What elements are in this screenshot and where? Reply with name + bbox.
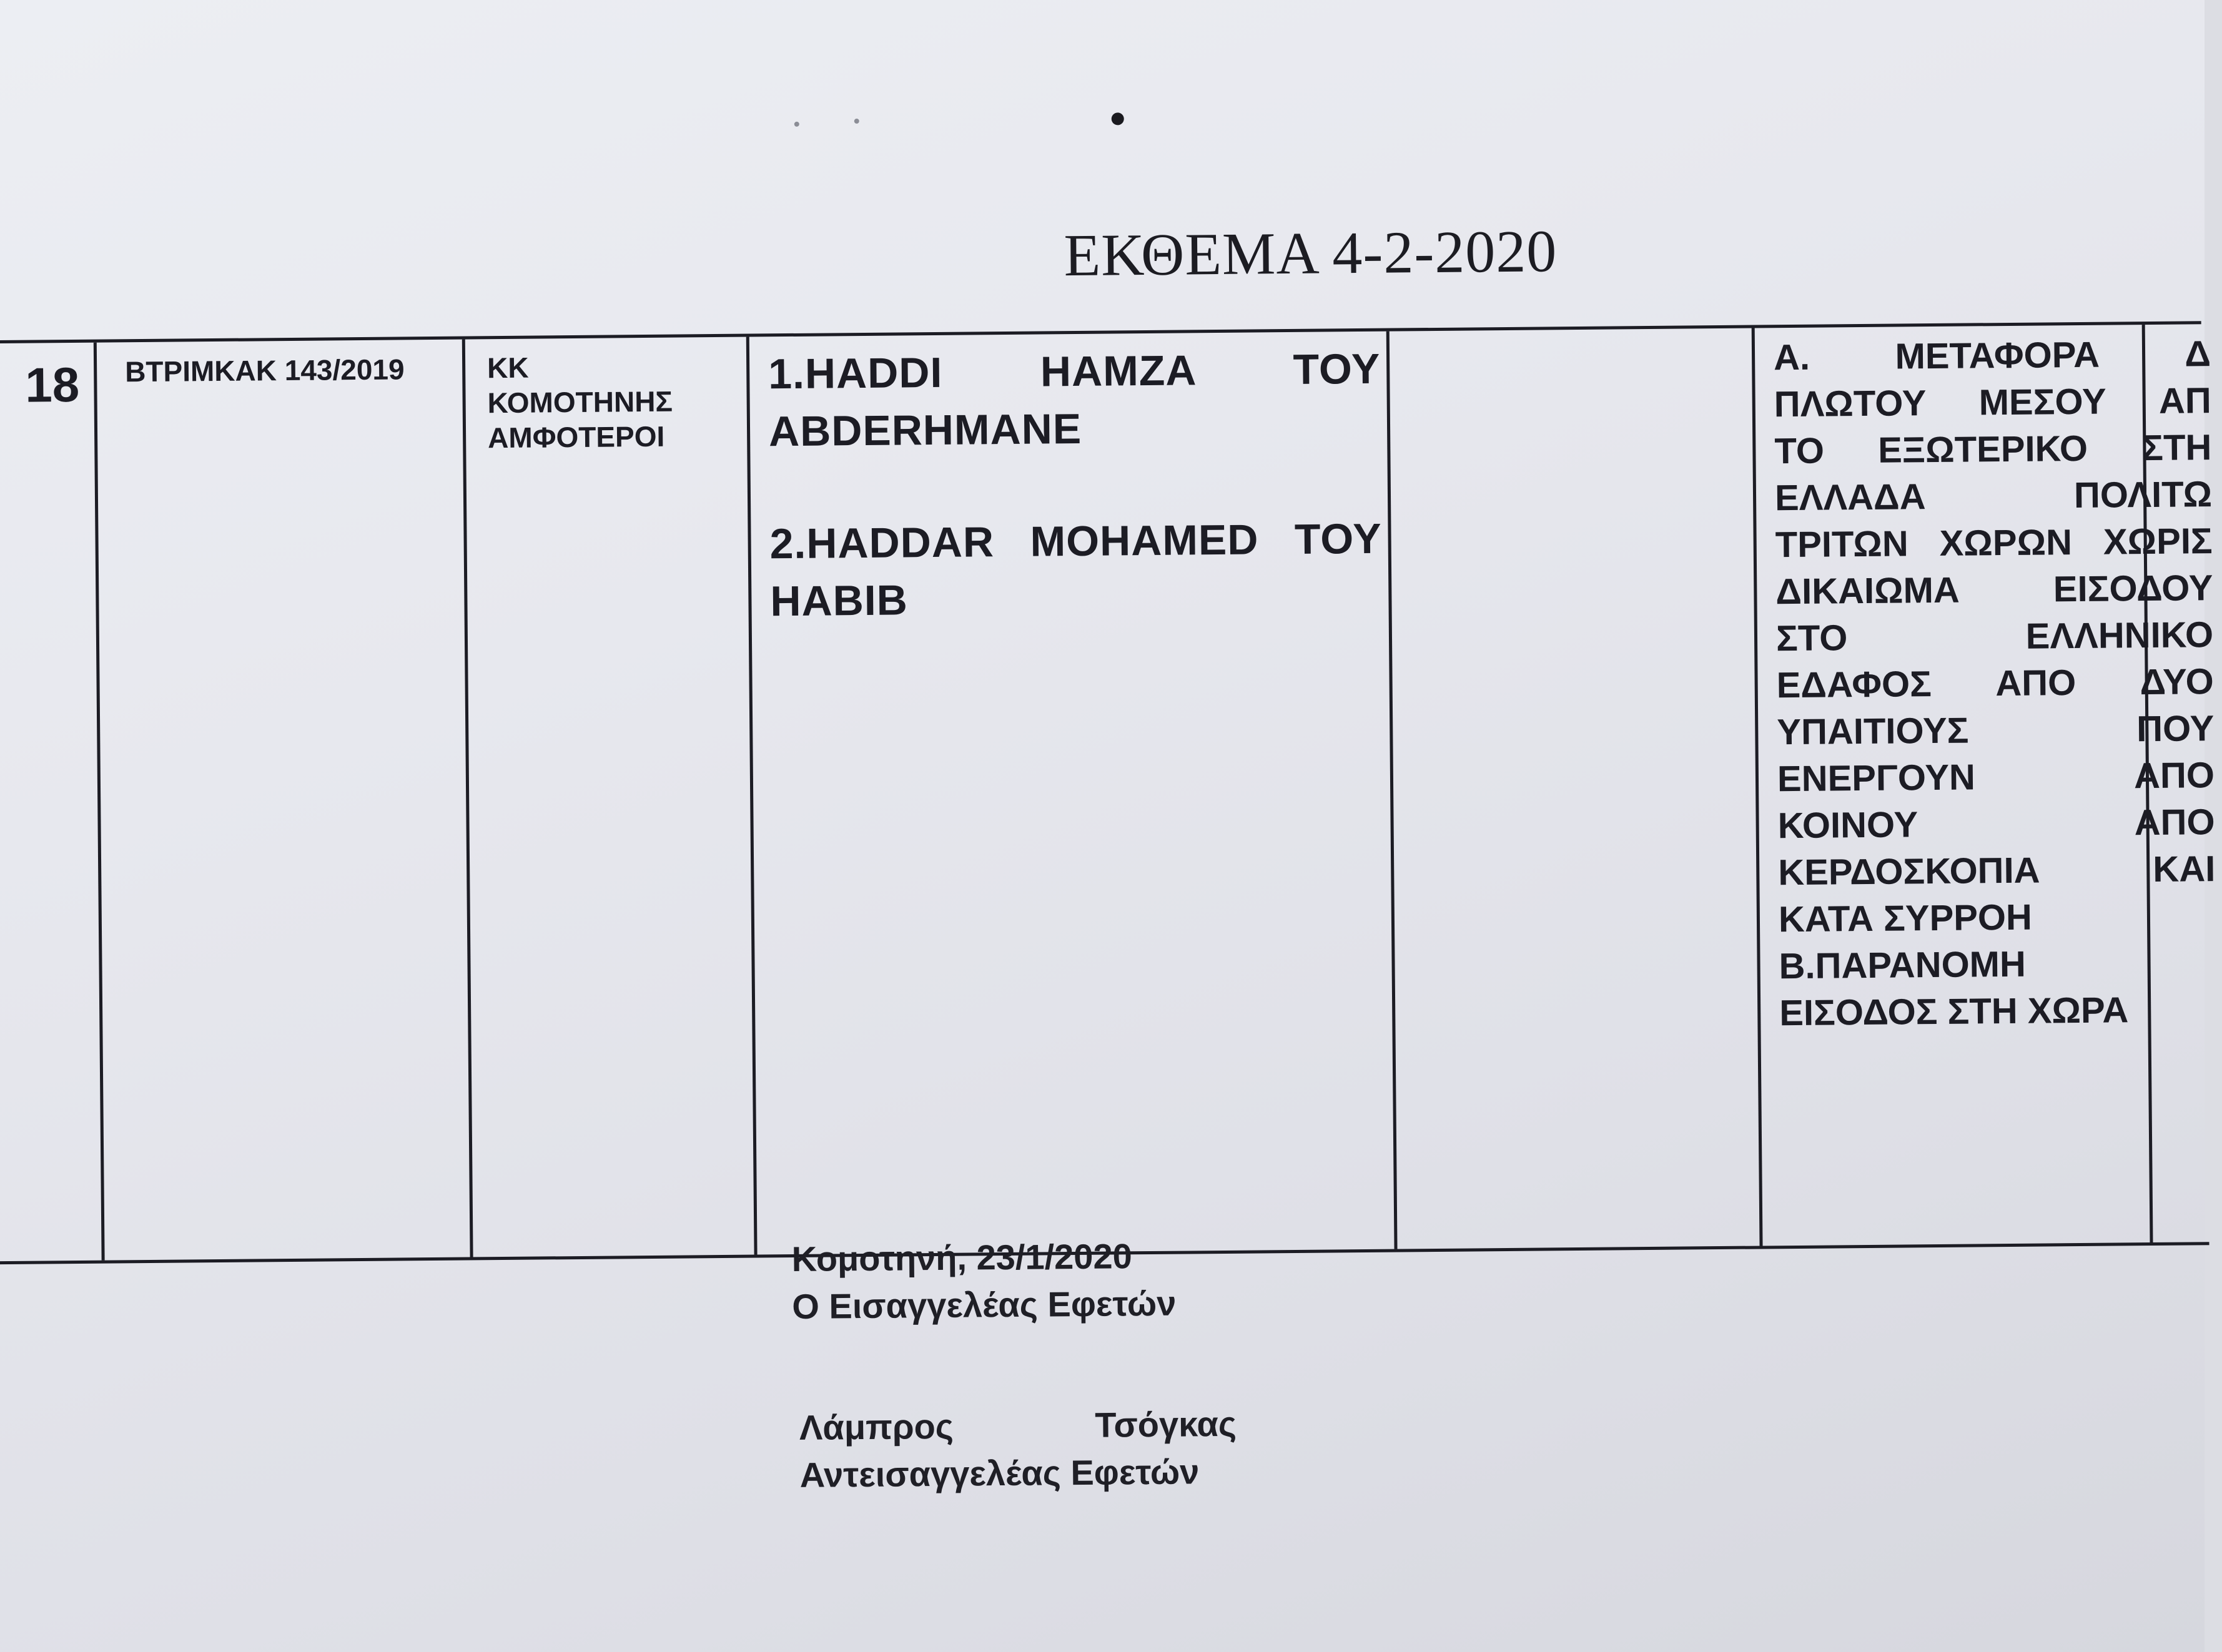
place-date: Κομοτηνή, 23/1/2020 [791, 1236, 1132, 1279]
signatory-title: Αντεισαγγελέας Εφετών [799, 1452, 1200, 1495]
charge-line: ΕΔΑΦΟΣ ΑΠΟ ΔΥΟ [1776, 661, 2214, 706]
court-line: ΚΚ [486, 351, 529, 385]
column-divider [1752, 328, 1763, 1246]
case-number: ΒΤΡΙΜΚΑΚ 143/2019 [124, 353, 405, 388]
paper-speck [794, 122, 799, 127]
signatory-first-name: Λάμπρος [799, 1406, 954, 1447]
court-cell [487, 348, 725, 455]
case-table [0, 321, 2216, 1264]
column-divider [462, 340, 473, 1257]
charge-line: ΣΤΟ ΕΛΛΗΝΙΚΟ [1775, 614, 2214, 659]
prosecutor-role: Ο Εισαγγελέας Εφετών [792, 1283, 1177, 1327]
row-number: 18 [24, 356, 80, 413]
charge-line: ΔΙΚΑΙΩΜΑ ΕΙΣΟΔΟΥ [1775, 568, 2213, 612]
charge-line: ΤΡΙΤΩΝ ΧΩΡΩΝ ΧΩΡΙΣ [1775, 521, 2213, 566]
page-title: ΕΚΘΕΜΑ 4-2-2020 [1064, 217, 1558, 289]
charge-line: ΕΛΛΑΔΑ ΠΟΛΙΤΩ [1774, 474, 2213, 519]
signatory [799, 1400, 1237, 1499]
column-divider [746, 337, 758, 1255]
ink-dot [1112, 112, 1124, 125]
charge-line: ΚΑΤΑ ΣΥΡΡΟΗ [1778, 897, 2033, 940]
signature-block [791, 1232, 1176, 1330]
charge-line: ΕΝΕΡΓΟΥΝ ΑΠΟ [1777, 755, 2215, 800]
charge-line: Α. ΜΕΤΑΦΟΡΑ Δ [1773, 333, 2211, 378]
accused-cell [768, 340, 1383, 686]
signatory-last-name: Τσόγκας [1095, 1404, 1237, 1445]
charge-line: ΥΠΑΙΤΙΟΥΣ ΠΟΥ [1777, 708, 2215, 753]
charges-cell [1774, 330, 2217, 1036]
accused-entry: 2.HADDAR MOHAMED ΤΟΥ HABIB [769, 514, 1382, 626]
column-divider [94, 343, 105, 1261]
charge-line: ΚΟΙΝΟΥ ΑΠΟ [1777, 802, 2215, 847]
charge-line: Β.ΠΑΡΑΝΟΜΗ [1779, 943, 2027, 987]
signatory-name [799, 1400, 1237, 1452]
charge-line: ΠΛΩΤΟΥ ΜΕΣΟΥ ΑΠ [1774, 380, 2212, 425]
charge-line: ΤΟ ΕΞΩΤΕΡΙΚΟ ΣΤΗ [1774, 427, 2212, 472]
charge-line: ΕΙΣΟΔΟΣ ΣΤΗ ΧΩΡΑ [1779, 990, 2129, 1034]
court-line: ΑΜΦΟΤΕΡΟΙ [487, 420, 665, 455]
accused-entry: 1.HADDI HAMZA ΤΟΥ ABDERHMANE [768, 345, 1381, 456]
charge-line: ΚΕΡΔΟΣΚΟΠΙΑ ΚΑΙ [1778, 848, 2216, 893]
paper-speck [854, 119, 859, 124]
column-divider [1386, 332, 1398, 1249]
court-line: ΚΟΜΟΤΗΝΗΣ [487, 385, 673, 420]
